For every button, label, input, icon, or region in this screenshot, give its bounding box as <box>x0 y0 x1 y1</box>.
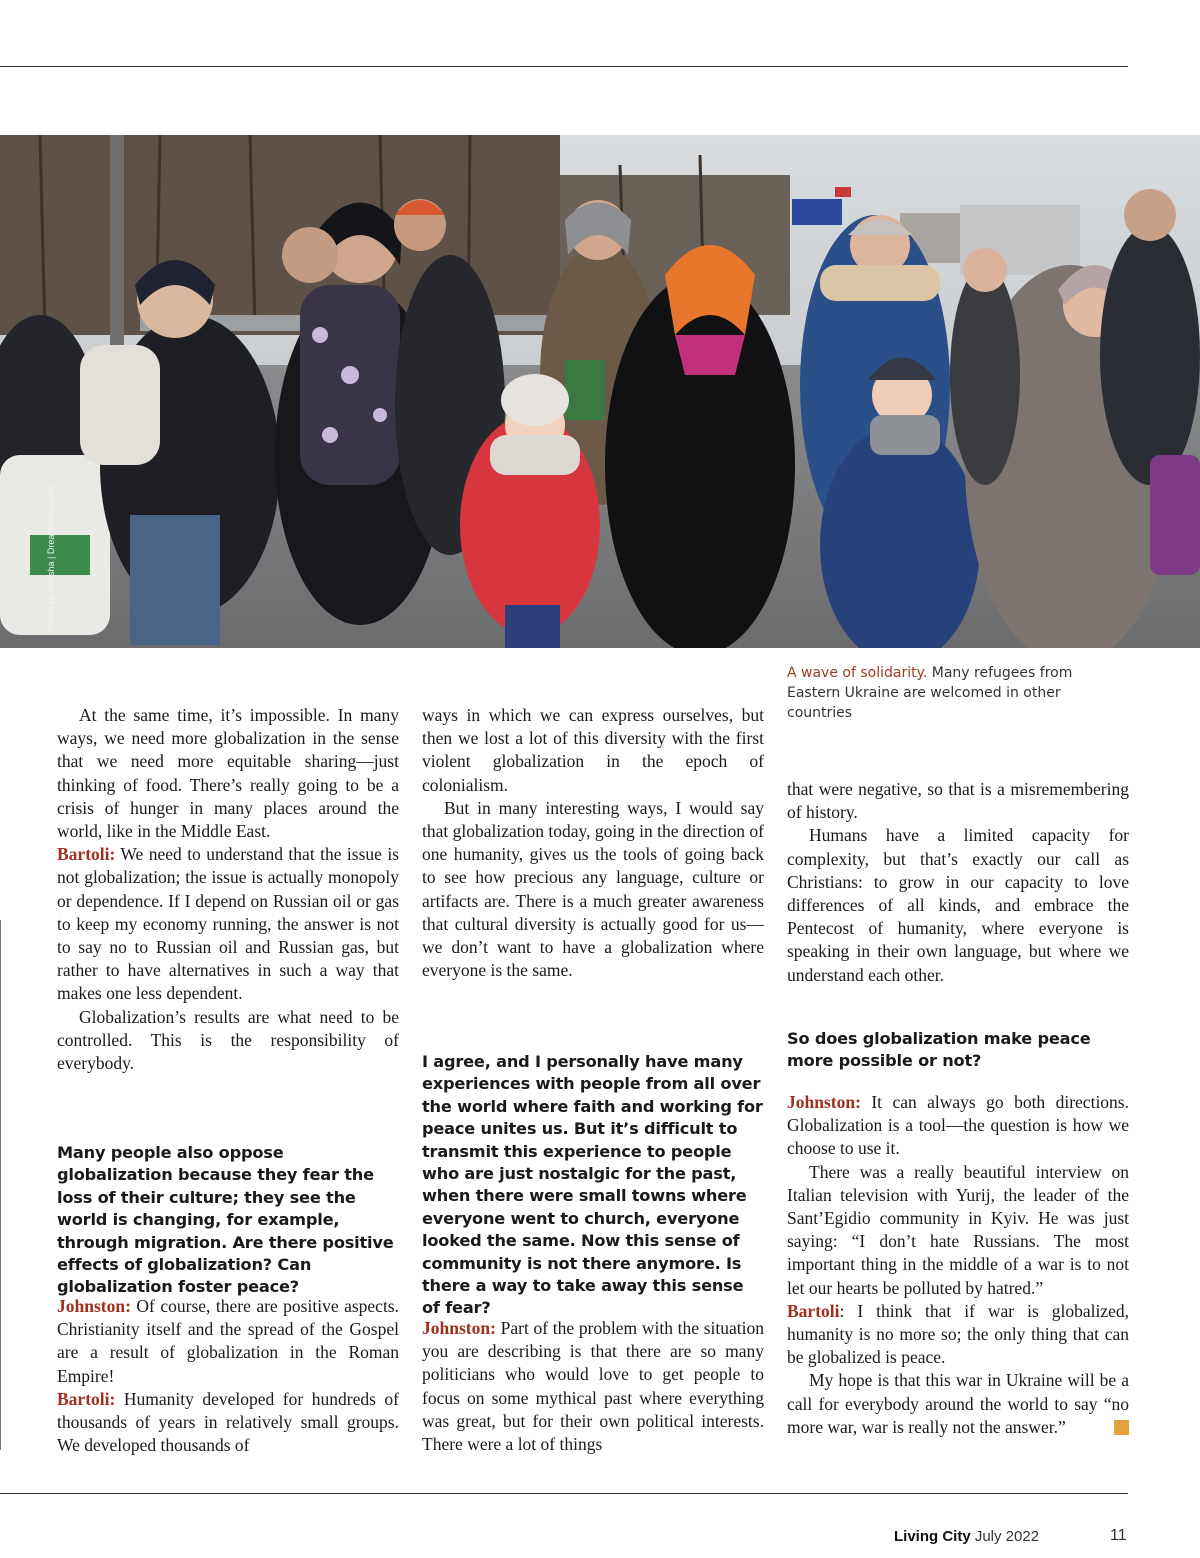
paragraph: Humans have a limited capacity for complexity, but that’s exactly our call as Christians: to grow in our capacity to love differences of all kinds, and embrace the Pentecost of humanity, where everyone is speaking in their own language, but where we understand each other. <box>787 825 1129 985</box>
paragraph: ways in which we can express ourselves, but then we lost a lot of this diversity with the first violent globalization in the epoch of colonialism. <box>422 705 764 795</box>
article-column-3-question <box>787 1028 1129 1073</box>
paragraph: that were negative, so that is a misremembering of history. <box>787 779 1129 823</box>
paragraph: Globalization’s results are what need to be controlled. This is the responsibility of everybody. <box>57 1006 399 1074</box>
paragraph <box>787 1091 1129 1161</box>
article-column-3-answers <box>787 1091 1149 1439</box>
speaker-name: Johnston: <box>787 1092 861 1112</box>
photo-caption <box>787 663 1077 723</box>
speaker-name: Johnston: <box>57 1296 131 1316</box>
header-rule <box>0 66 1128 67</box>
footer-rule <box>0 1493 1128 1494</box>
issue-date: July 2022 <box>974 1528 1040 1545</box>
page-number: 11 <box>1110 1527 1127 1544</box>
end-of-article-mark: LC <box>1114 1420 1129 1435</box>
speaker-name: Bartoli: <box>57 1388 116 1409</box>
photo-credit: Photo by Pahsha | Dreamstime.com <box>46 486 56 630</box>
refugees-photo <box>0 135 1200 648</box>
paragraph-text: We need to understand that the issue is not globalization; the issue is actually monopoly or dependence. If I depend on Russian oil or gas to keep my economy running, the answer is not to say no to Russian oil and Russian gas, but rather to have alternatives in such a way that makes one less dependent. <box>57 844 399 1004</box>
photo-illustration <box>0 135 1200 648</box>
article-column-2-question <box>422 1051 764 1320</box>
article-column-1 <box>57 704 399 1075</box>
paragraph-text: Part of the problem with the situation you are describing is that there are so many politicians who would love to get people to focus on some mythical past where everything was great, but for their own political interests. There were a lot of things <box>422 1318 764 1455</box>
magazine-name: Living City <box>894 1528 971 1545</box>
article-column-2 <box>422 704 764 982</box>
paragraph <box>57 1388 399 1458</box>
paragraph <box>57 843 399 1005</box>
speaker-name: Bartoli <box>787 1300 840 1321</box>
article-column-1-question <box>57 1142 399 1299</box>
paragraph-text: Of course, there are positive aspects. Christianity itself and the spread of the Gospel are a result of globalization in the Roman Empire! <box>57 1296 399 1386</box>
interview-question: Many people also oppose globalization because they fear the loss of their culture; they see the world is changing, for example, through migration. Are there positive effects of globalization? Can globalization foster peace? <box>57 1143 394 1297</box>
speaker-name: Bartoli: <box>57 844 116 865</box>
paragraph <box>787 1300 1129 1370</box>
interview-question: I agree, and I personally have many experiences with people from all over the world where faith and working for peace unites us. But it’s difficult to transmit this experience to people who are just nostalgic for the past, when there were small towns where everyone went to church, everyone looked the same. Now this sense of community is not there anymore. Is there a way to take away this sense of fear? <box>422 1052 763 1318</box>
paragraph-text: My hope is that this war in Ukraine will be a call for everybody around the world to say “no more war, war is really not the answer.” <box>787 1370 1129 1437</box>
interview-question: So does globalization make peace more possible or not? <box>787 1029 1091 1071</box>
article-column-1-answers <box>57 1295 399 1457</box>
page-footer <box>894 1527 1127 1545</box>
caption-lead: A wave of solidarity. <box>787 665 928 681</box>
paragraph: At the same time, it’s impossible. In many ways, we need more globalization in the sense that we need more equitable sharing—just thinking of food. There’s really going to be a crisis of hunger in many places around the world, like in the Middle East. <box>57 705 399 842</box>
paragraph-text: It can always go both directions. Globalization is a tool—the question is how we choose to use it. <box>787 1092 1129 1159</box>
paragraph <box>787 1369 1149 1439</box>
paragraph-text: Humanity developed for hundreds of thousands of years in relatively small groups. We developed thousands of <box>57 1388 399 1456</box>
paragraph-text: : I think that if war is globalized, humanity is no more so; the only thing that can be globalized is peace. <box>787 1300 1129 1368</box>
paragraph: There was a really beautiful interview on Italian television with Yurij, the leader of the Sant’Egidio community in Kyiv. He was just saying: “I don’t hate Russians. The most important thing in the middle of a war is to not let our hearts be polluted by hatred.” <box>787 1161 1129 1298</box>
left-margin-line <box>0 920 1 1450</box>
paragraph <box>57 1295 399 1388</box>
speaker-name: Johnston: <box>422 1318 496 1338</box>
article-column-3 <box>787 778 1129 987</box>
paragraph <box>422 1317 764 1456</box>
caption-text: Many refugees from Eastern Ukraine are welcomed in other countries <box>787 665 1073 721</box>
paragraph: But in many interesting ways, I would say that globalization today, going in the direction of one humanity, gives us the tools of going back to see how precious any language, culture or artifacts are. There is a much greater awareness that cultural diversity is actually good for us—we don’t want to have a globalization where everyone is the same. <box>422 797 764 981</box>
article-column-2-answers <box>422 1317 764 1456</box>
